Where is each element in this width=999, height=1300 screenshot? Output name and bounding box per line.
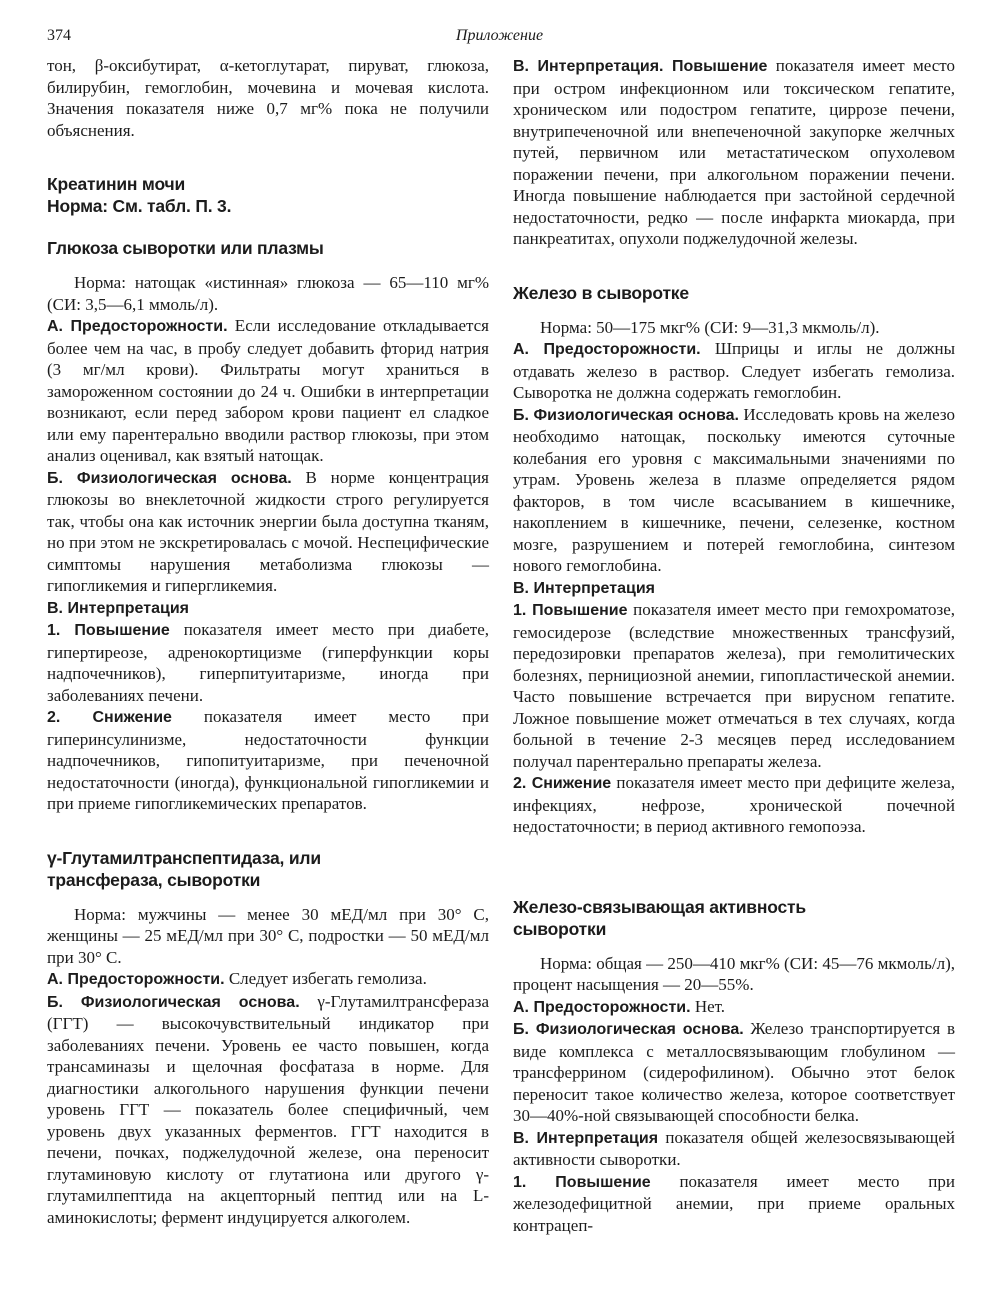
ggt-precautions-label: А. Предосторожности. — [47, 971, 225, 988]
iron-decrease-text: показателя имеет место при дефиците железа, инфекциях, нефрозе, хронической почечной недостаточности; в период активного гемопоэза. — [513, 773, 955, 836]
glucose-norm: Норма: натощак «истинная» глюкоза — 65—110 мг% (СИ: 3,5—6,1 ммоль/л). — [47, 273, 489, 314]
glucose-increase-text: показателя имеет место при диабете, гипертиреозе, адренокортицизме (гиперфункции коры надпочечников), гиперпитуитаризме, иногда при заболеваниях печени. — [47, 620, 489, 705]
iron-precautions — [513, 338, 955, 404]
glucose-increase — [47, 619, 489, 706]
creatinine-norm: Норма: См. табл. П. 3. — [47, 196, 232, 216]
section-title-tibc-line1: Железо-связывающая активность — [513, 896, 806, 917]
glucose-physiology-text: В норме концентрация глюкозы во внеклеточной жидкости строго регулируется так, чтобы она как источник энергии была доступна тканям, но при этом не экскретировалась с мочой. Неспецифические симптомы нарушения метаболизма глюкозы — гипогликемия и гипергликемия. — [47, 467, 490, 595]
tibc-physiology — [513, 1018, 955, 1127]
intro-paragraph: тон, β-оксибутират, α-кетоглутарат, пируват, глюкоза, билирубин, гемоглобин, мочевина и мочевая кислота. Значения показателя ниже 0,7 мг% пока не получили объяснения. — [47, 56, 489, 140]
iron-increase — [513, 599, 955, 772]
page-header — [47, 27, 952, 51]
section-title-iron: Железо в сыворотке — [513, 282, 689, 303]
section-title-tibc-line2: сыворотки — [513, 918, 607, 939]
section-title-ggt-line1: γ-Глутамилтранспептидаза, или — [47, 847, 321, 868]
ggt-interpretation-label: В. Интерпретация. Повышение — [513, 58, 768, 75]
ggt-physiology-label: Б. Физиологическая основа. — [47, 993, 300, 1011]
glucose-decrease-text: показателя имеет место при гиперинсулинизме, недостаточности функции надпочечников, гипопитуитаризме, при печеночной недостаточности (иногда), функциональной гипогликемии и при приеме гипогликемических препаратов. — [47, 707, 489, 813]
glucose-decrease-label: 2. Снижение — [47, 709, 172, 726]
glucose-precautions-text: Если исследование откладывается более чем на час, в пробу следует добавить фторид натрия (3 мг/мл крови). Фильтраты могут храниться в замороженном состоянии до 24 ч. Ошибки в интерпретации возникают, если перед забором крови пациент ел сладкое или ему парентерально вводили раствор глюкозы, при этом анализ оценивал, как взятый натощак. — [47, 316, 490, 465]
glucose-physiology — [47, 467, 489, 597]
tibc-increase-label: 1. Повышение — [513, 1173, 651, 1191]
iron-precautions-label: А. Предосторожности. — [513, 341, 701, 358]
tibc-interpretation-label: В. Интерпретация — [513, 1129, 659, 1147]
glucose-interpretation — [47, 597, 489, 620]
tibc-increase — [513, 1171, 955, 1237]
iron-physiology — [513, 404, 955, 577]
tibc-physiology-label: Б. Физиологическая основа. — [513, 1021, 744, 1038]
right-column — [513, 55, 955, 1236]
iron-physiology-label: Б. Физиологическая основа. — [513, 406, 739, 424]
page-number: 374 — [47, 27, 71, 44]
section-title-glucose: Глюкоза сыворотки или плазмы — [47, 238, 324, 258]
tibc-increase-text: показателя имеет место при железодефицитной анемии, при приеме оральных контрацеп- — [513, 1171, 955, 1235]
iron-interpretation-label: В. Интерпретация — [513, 579, 655, 597]
ggt-interpretation-text: показателя имеет место при остром инфекционном или токсическом гепатите, хроническом или подостром гепатите, циррозе печени, внутрипеченочной или внепеченочной закупорке желчных путей, первичном или метастатическом опухолевом поражении печени, при алкогольном поражении печени. Иногда повышение наблюдается при застойной сердечной недостаточности, редко — после инфаркта миокарда, при панкреатитах, опухоли поджелудочной железы. — [513, 56, 955, 248]
iron-decrease — [513, 772, 955, 838]
iron-physiology-text: Исследовать кровь на железо необходимо натощак, поскольку имеются суточные колебания его уровня с максимальными значениями по утрам. Уровень железа в плазме определяется рядом факторов, в том числе всасыванием в кишечнике, накоплением в кишечнике, печени, селезенке, костном мозге, разрушением и потерей гемоглобина, синтезом нового гемоглобина. — [513, 404, 956, 575]
tibc-precautions-label: А. Предосторожности. — [513, 998, 691, 1016]
section-title-ggt-line2: трансфераза, сыворотки — [47, 869, 261, 890]
glucose-precautions — [47, 315, 489, 467]
iron-decrease-label: 2. Снижение — [513, 775, 612, 792]
ggt-norm: Норма: мужчины — менее 30 мЕД/мл при 30° С, женщины — 25 мЕД/мл при 30° С, подростки — 50 мЕД/мл при 30° С. — [47, 904, 489, 967]
tibc-precautions-text: Нет. — [690, 996, 726, 1016]
ggt-physiology — [47, 991, 489, 1229]
glucose-precautions-label: А. Предосторожности. — [47, 318, 228, 335]
tibc-interpretation — [513, 1127, 955, 1171]
running-title: Приложение — [455, 27, 544, 44]
glucose-increase-label: 1. Повышение — [47, 622, 170, 639]
glucose-interpretation-label: В. Интерпретация — [47, 599, 189, 617]
ggt-precautions-text: Следует избегать гемолиза. — [224, 969, 427, 988]
ggt-physiology-text: γ-Глутамилтрансфераза (ГГТ) — высокочувствительный индикатор при заболеваниях печени. Уровень ее часто повышен, когда трансаминазы и щелочная фосфатаза в норме. Для диагностики алкогольного нарушения функции печени уровень ГГТ — показатель более специфичный, чем уровень двух указанных ферментов. ГГТ находится в печени, почках, поджелудочной железе, она переносит глутаминовую кислоту от глутатиона или другого γ-глутамилпептида на акцепторный пептид или на L-аминокислоты; фермент индуцируется алкоголем. — [47, 991, 489, 1227]
tibc-physiology-text: Железо транспортируется в виде комплекса с металлосвязывающим глобулином — трансферрином (сидерофилином). Обычно этот белок переносит такое количество железа, которое соответствует 30—40%-ной связывающей способности белка. — [513, 1019, 955, 1125]
ggt-precautions — [47, 968, 489, 991]
ggt-interpretation — [513, 55, 955, 250]
tibc-interpretation-text: показателя общей железосвязывающей активности сыворотки. — [513, 1127, 956, 1169]
iron-increase-label: 1. Повышение — [513, 602, 628, 619]
iron-interpretation — [513, 577, 955, 600]
iron-norm: Норма: 50—175 мкг% (СИ: 9—31,3 мкмоль/л). — [540, 317, 880, 337]
section-title-creatinine: Креатинин мочи — [47, 174, 186, 194]
tibc-precautions — [513, 996, 955, 1019]
glucose-physiology-label: Б. Физиологическая основа. — [47, 469, 292, 487]
left-column — [47, 55, 489, 1228]
iron-precautions-text: Шприцы и иглы не должны отдавать железо в раствор. Следует избегать гемолиза. Сыворотка не должна содержать гемоглобин. — [513, 339, 955, 402]
glucose-decrease — [47, 706, 489, 815]
tibc-norm: Норма: общая — 250—410 мкг% (СИ: 45—76 мкмоль/л), процент насыщения — 20—55%. — [513, 953, 955, 994]
iron-increase-text: показателя имеет место при гемохроматозе, гемосидерозе (вследствие множественных трансфузий, передозировки препаратов железа), при гемолитических болезнях, пернициозной анемии, гипопластической анемии. Часто повышение встречается при вирусном гепатите. Ложное повышение может отмечаться в тех случаях, когда больной в течение 2-3 месяцев перед исследованием получал парентерально препараты железа. — [513, 600, 955, 771]
